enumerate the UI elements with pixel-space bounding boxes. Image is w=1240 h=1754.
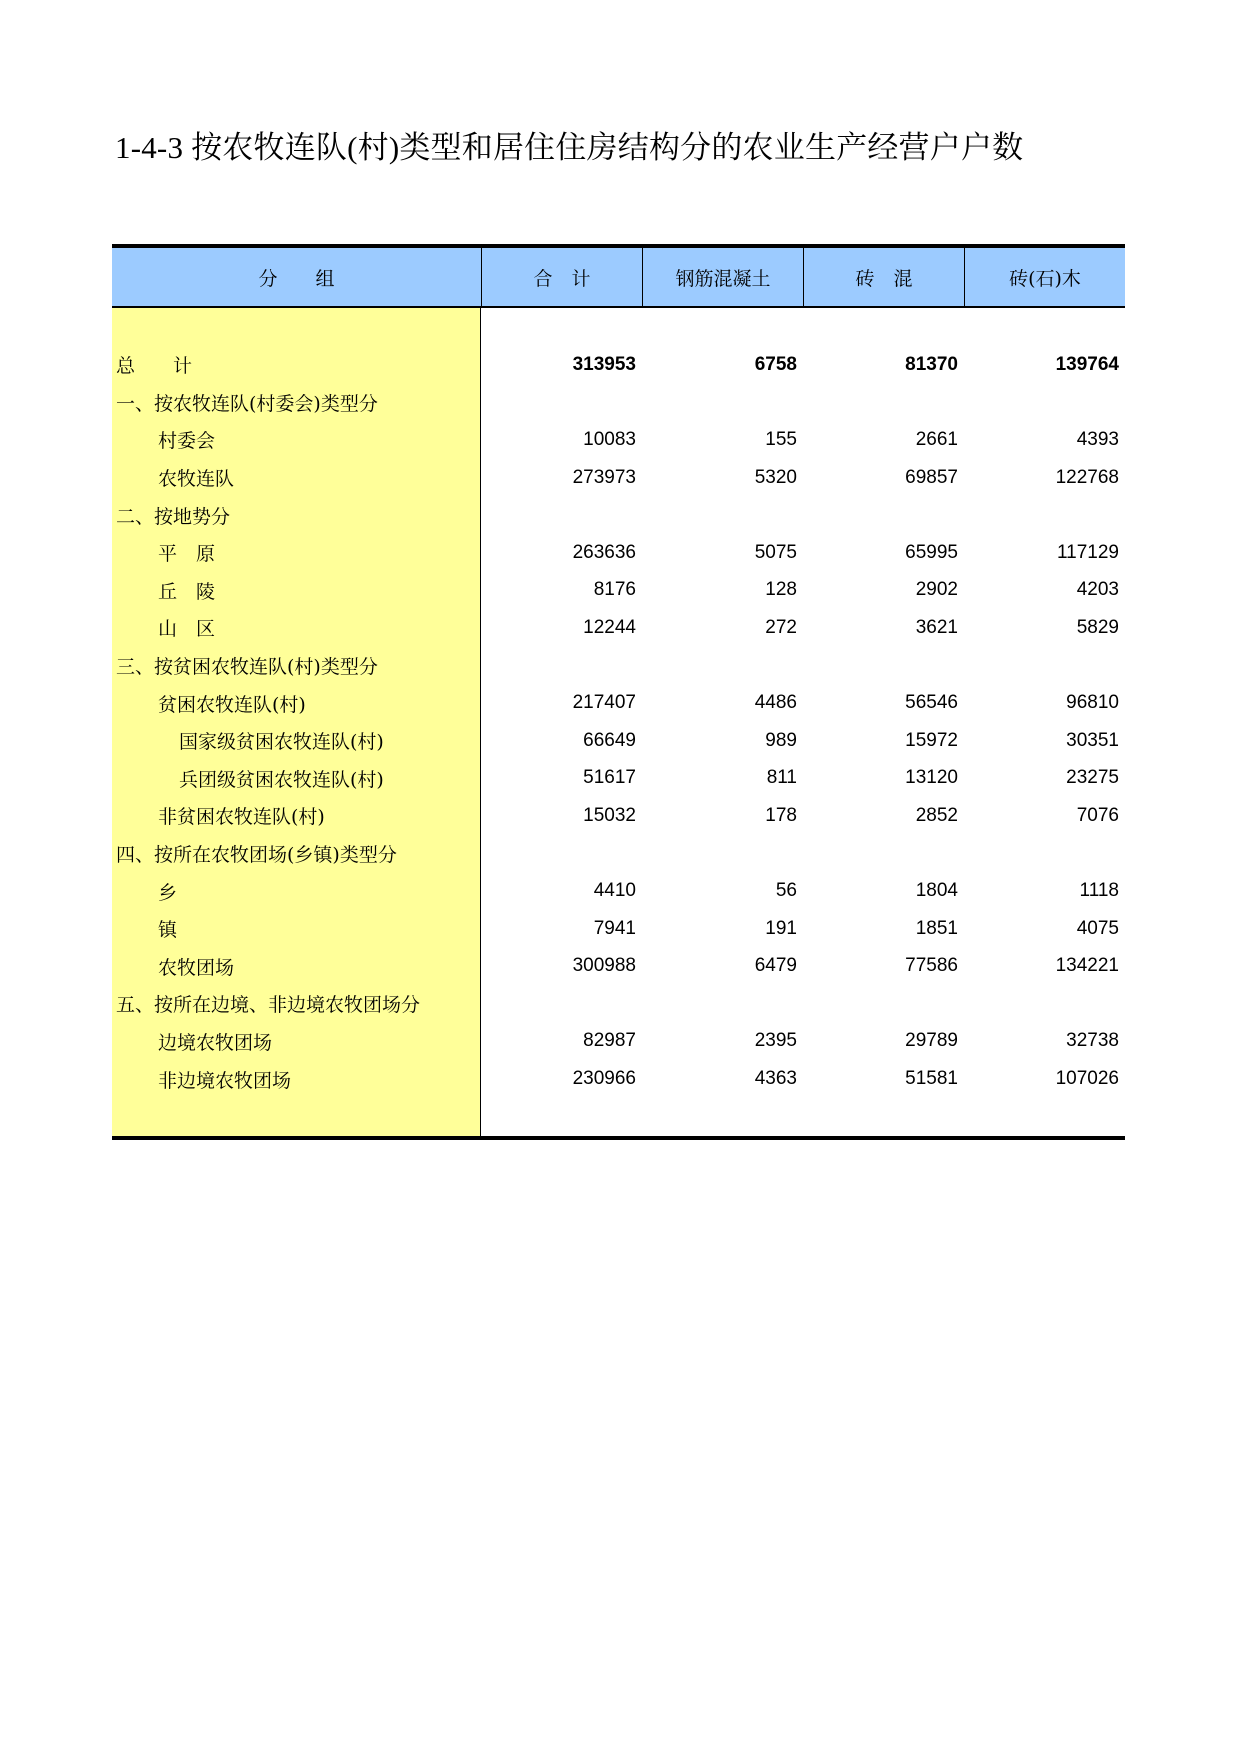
table-header [112, 244, 1125, 308]
table-cell: 4075 [1076, 917, 1119, 939]
table-cell: 10083 [583, 428, 636, 450]
table-row-label [112, 1023, 480, 1061]
table-cell: 107026 [1055, 1068, 1119, 1090]
table-row [481, 985, 1125, 1023]
table-cell: 4363 [754, 1068, 797, 1090]
table-row [481, 872, 1125, 910]
table-cell: 12244 [583, 616, 636, 638]
table-cell: 6758 [754, 353, 797, 375]
table-cell: 82987 [583, 1030, 636, 1052]
table-row [481, 684, 1125, 722]
table-cell: 5075 [754, 541, 797, 563]
table-cell: 8176 [593, 579, 636, 601]
table-row-label [112, 835, 480, 873]
table-row [481, 384, 1125, 422]
table-cell: 66649 [583, 729, 636, 751]
table-cell: 3621 [915, 616, 958, 638]
table-cell: 4393 [1076, 428, 1119, 450]
row-label: 村委会 [158, 430, 216, 453]
table-row [481, 948, 1125, 986]
table-row-label [112, 760, 480, 798]
table-cell: 51617 [583, 767, 636, 789]
table-cell: 2902 [915, 579, 958, 601]
header-brick-stone-wood: 砖(石)木 [964, 248, 1125, 306]
table-cell: 2852 [915, 804, 958, 826]
row-label: 贫困农牧连队(村) [158, 693, 306, 716]
table-cell: 191 [765, 917, 797, 939]
table-cell: 128 [765, 579, 797, 601]
table-cell: 217407 [572, 692, 636, 714]
table-cell: 6479 [754, 955, 797, 977]
table-row-label [112, 684, 480, 722]
table-row [481, 459, 1125, 497]
table-row-label [112, 910, 480, 948]
table-cell: 2395 [754, 1030, 797, 1052]
table-row [481, 797, 1125, 835]
table-cell: 96810 [1066, 692, 1119, 714]
row-label: 山 区 [158, 618, 216, 641]
header-total: 合 计 [481, 248, 642, 306]
table-row-label [112, 346, 480, 384]
table-row-label [112, 384, 480, 422]
label-column [112, 308, 481, 1136]
table-row-label [112, 948, 480, 986]
table-cell: 1804 [915, 880, 958, 902]
row-label: 非贫困农牧连队(村) [158, 806, 325, 829]
header-group: 分 组 [258, 267, 335, 290]
table-cell: 263636 [572, 541, 636, 563]
table-cell: 5829 [1076, 616, 1119, 638]
table-cell: 29789 [905, 1030, 958, 1052]
row-label: 农牧连队 [158, 468, 235, 491]
table-row [481, 1060, 1125, 1098]
table-row-label [112, 647, 480, 685]
table-cell: 4410 [593, 880, 636, 902]
table-row-label [112, 572, 480, 610]
table-row-label [112, 797, 480, 835]
table-row-label [112, 534, 480, 572]
table-cell: 134221 [1055, 955, 1119, 977]
table-row-label [112, 609, 480, 647]
row-label: 国家级贫困农牧连队(村) [179, 731, 384, 754]
table-cell: 51581 [905, 1068, 958, 1090]
table-cell: 1851 [915, 917, 958, 939]
table-row [481, 534, 1125, 572]
table-cell: 155 [765, 428, 797, 450]
table-cell: 23275 [1066, 767, 1119, 789]
table-row [481, 609, 1125, 647]
table-row [481, 346, 1125, 384]
table-cell: 273973 [572, 466, 636, 488]
table-cell: 15032 [583, 804, 636, 826]
table-cell: 1118 [1079, 880, 1119, 902]
table-row-label [112, 496, 480, 534]
table-cell: 65995 [905, 541, 958, 563]
table-row-label [112, 985, 480, 1023]
table-cell: 313953 [572, 353, 636, 375]
table-cell: 15972 [905, 729, 958, 751]
table-cell: 7076 [1076, 804, 1119, 826]
table-row [481, 496, 1125, 534]
table-row [481, 722, 1125, 760]
table-row [481, 760, 1125, 798]
table-row-label [112, 872, 480, 910]
table-row [481, 572, 1125, 610]
table-row-label [112, 1060, 480, 1098]
table-cell: 13120 [905, 767, 958, 789]
table-cell: 81370 [905, 353, 958, 375]
table-cell: 77586 [905, 955, 958, 977]
table-cell: 272 [765, 616, 797, 638]
table-cell: 4203 [1076, 579, 1119, 601]
table-cell: 300988 [572, 955, 636, 977]
table-cell: 69857 [905, 466, 958, 488]
table-row-label [112, 459, 480, 497]
value-columns [481, 308, 1125, 1136]
table-cell: 32738 [1066, 1030, 1119, 1052]
table-cell: 30351 [1066, 729, 1119, 751]
table-cell: 139764 [1055, 353, 1119, 375]
table-cell: 56546 [905, 692, 958, 714]
header-reinforced-concrete: 钢筋混凝土 [642, 248, 803, 306]
row-label: 二、按地势分 [116, 505, 231, 528]
table-row-label [112, 722, 480, 760]
table-cell: 989 [765, 729, 797, 751]
row-label: 兵团级贫困农牧连队(村) [179, 768, 384, 791]
table-cell: 117129 [1057, 541, 1119, 563]
row-label: 平 原 [158, 543, 216, 566]
row-label: 农牧团场 [158, 956, 235, 979]
table-row [481, 910, 1125, 948]
row-label: 五、按所在边境、非边境农牧团场分 [116, 994, 421, 1017]
table-row [481, 647, 1125, 685]
table-row [481, 421, 1125, 459]
row-label: 总 计 [116, 355, 193, 378]
table-cell: 178 [765, 804, 797, 826]
table-cell: 230966 [572, 1068, 636, 1090]
table-cell: 4486 [754, 692, 797, 714]
table-cell: 122768 [1055, 466, 1119, 488]
table-cell: 2661 [915, 428, 958, 450]
row-label: 一、按农牧连队(村委会)类型分 [116, 392, 378, 415]
row-label: 镇 [158, 919, 178, 942]
table-body [112, 308, 1125, 1140]
header-brick-concrete: 砖 混 [803, 248, 964, 306]
table-cell: 7941 [593, 917, 636, 939]
table-cell: 811 [766, 767, 797, 789]
table-row [481, 835, 1125, 873]
row-label: 乡 [158, 881, 178, 904]
table-cell: 56 [775, 880, 797, 902]
row-label: 非边境农牧团场 [158, 1069, 292, 1092]
data-table [112, 244, 1125, 1140]
table-cell: 5320 [754, 466, 797, 488]
page-title: 1-4-3 按农牧连队(村)类型和居住住房结构分的农业生产经营户户数 [115, 130, 1024, 165]
table-row [481, 1023, 1125, 1061]
row-label: 四、按所在农牧团场(乡镇)类型分 [116, 844, 397, 867]
row-label: 三、按贫困农牧连队(村)类型分 [116, 656, 378, 679]
table-row-label [112, 421, 480, 459]
row-label: 丘 陵 [158, 580, 216, 603]
row-label: 边境农牧团场 [158, 1031, 273, 1054]
